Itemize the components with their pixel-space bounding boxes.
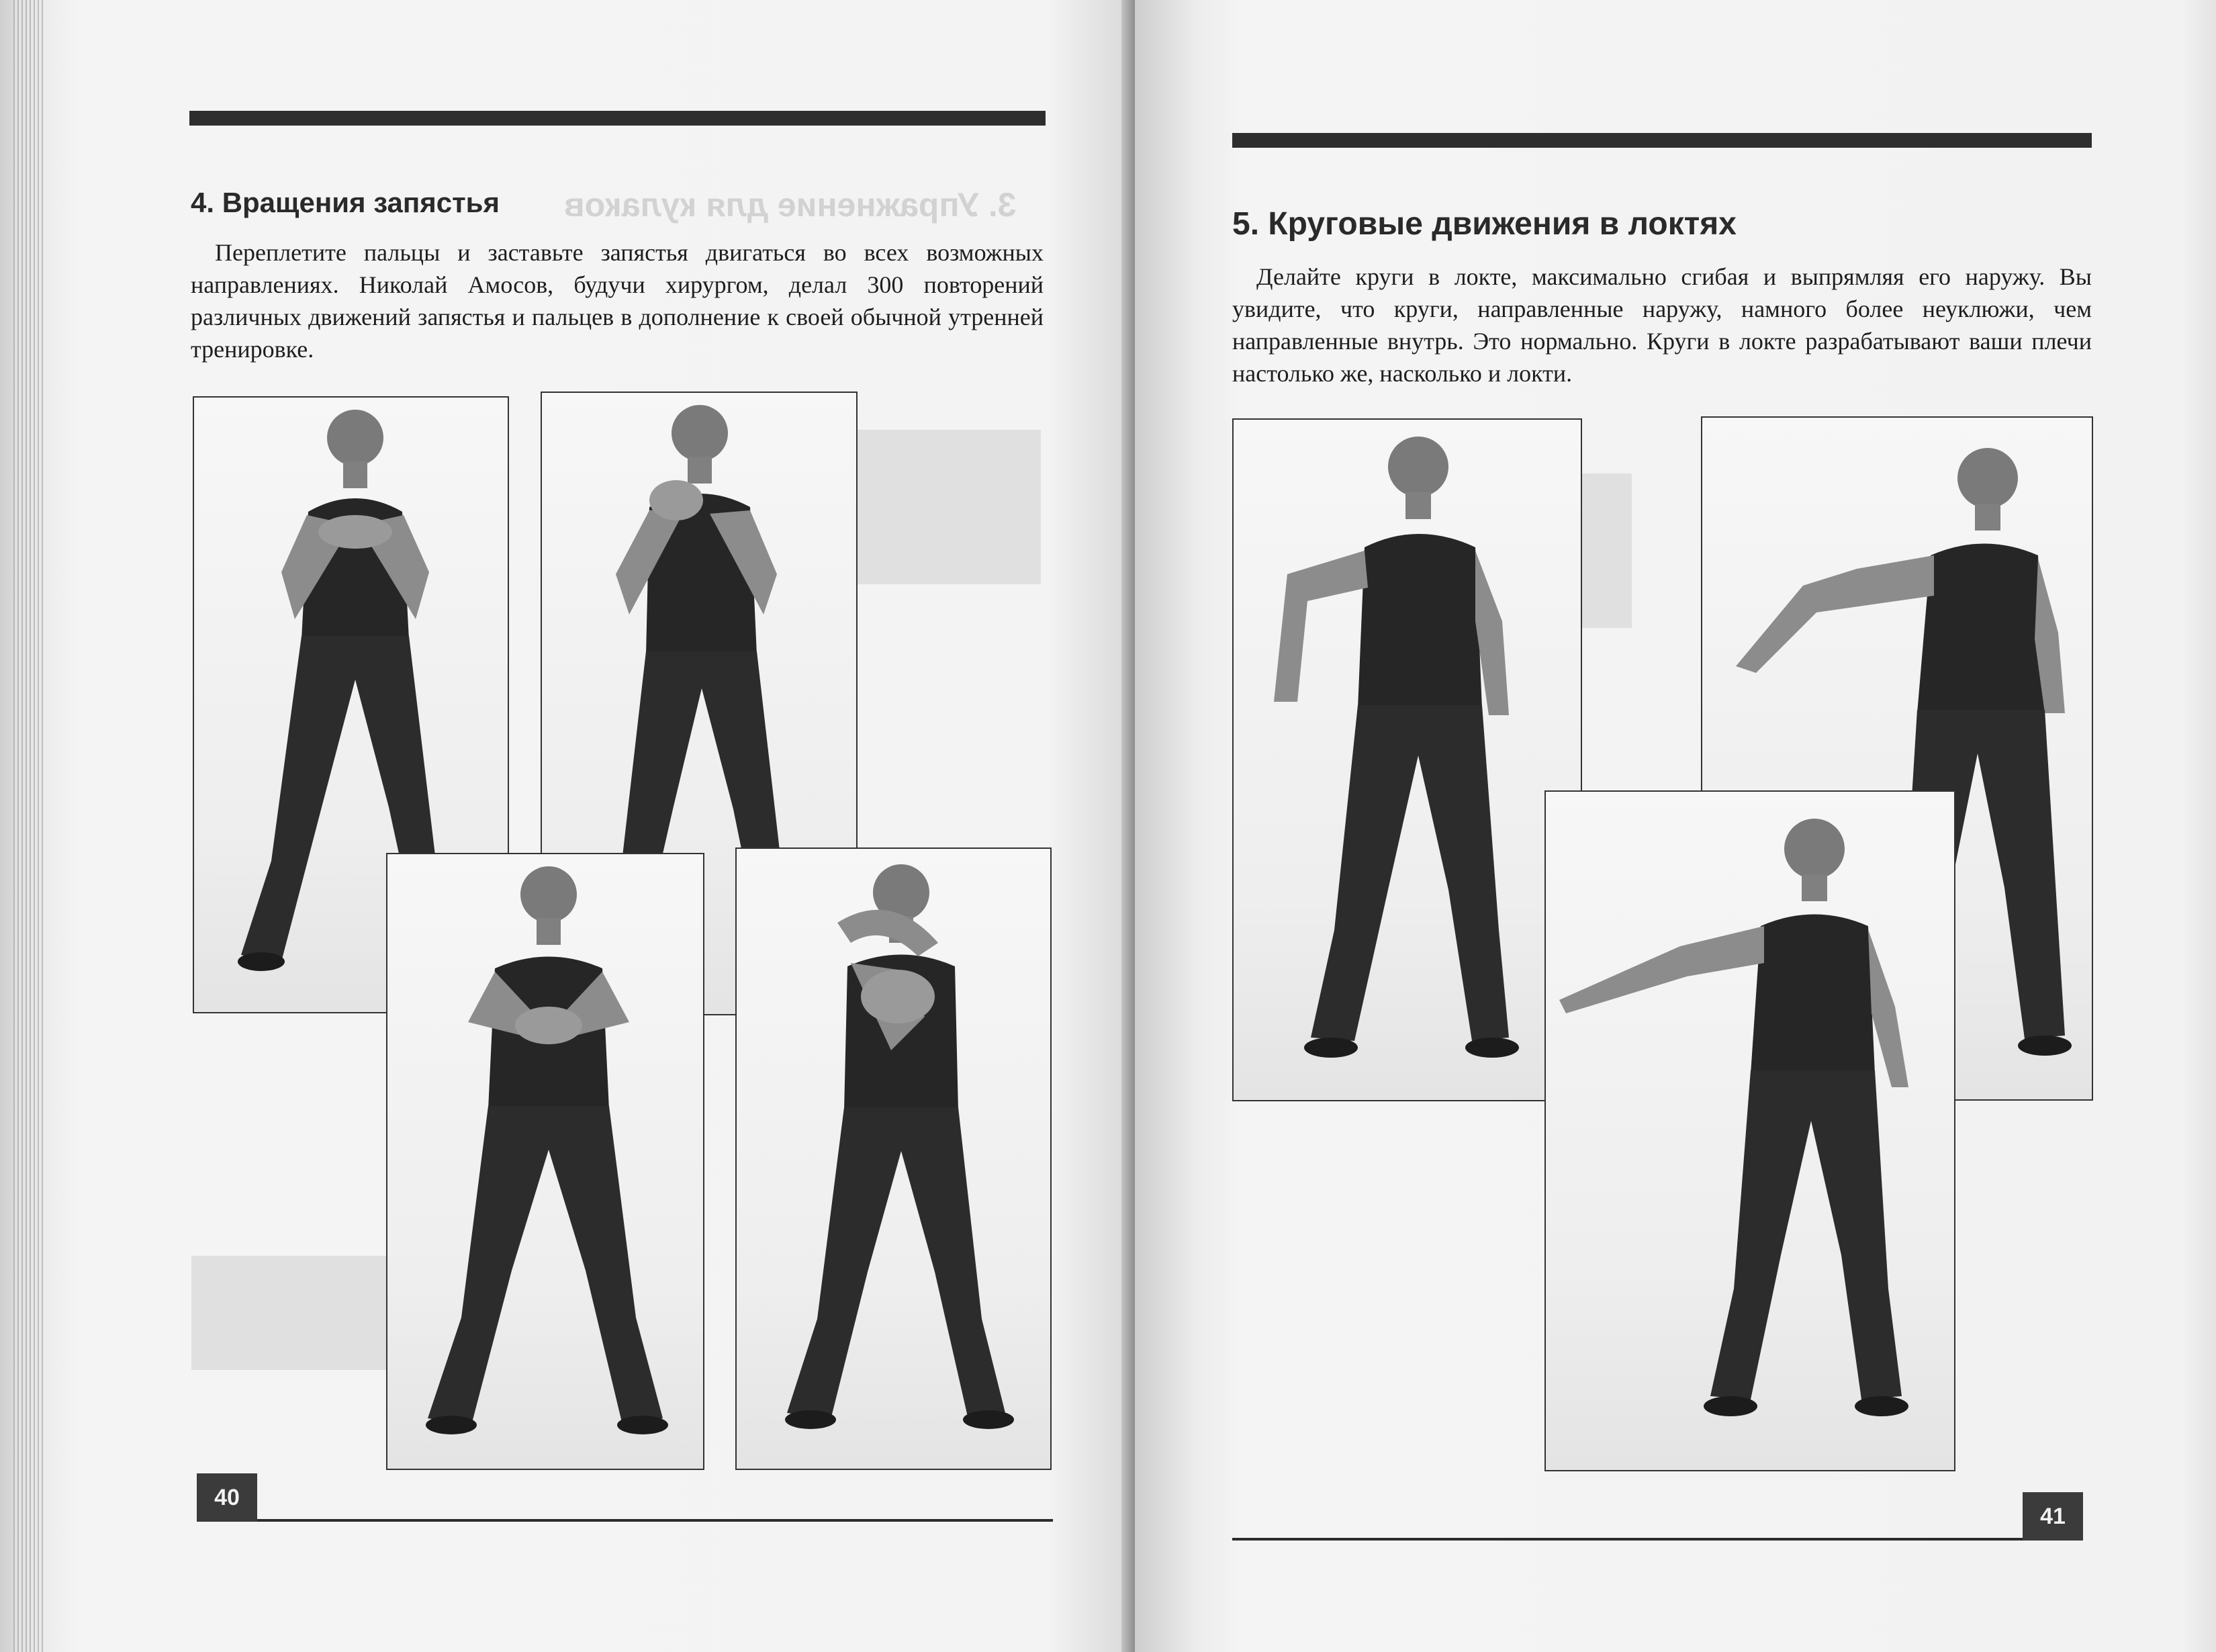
section-paragraph: Переплетите пальцы и заставьте запястья двигаться во всех возможных направлениях. Николай Амосов, будучи хирургом, делал 300 повторений различных движений запястья и пальцев в дополнение к своей обычной утренней тренировке.	[191, 239, 1044, 363]
header-rule	[189, 111, 1046, 126]
page-number: 40	[197, 1473, 257, 1522]
section-heading: 5. Круговые движения в локтях	[1232, 206, 1737, 242]
man-figure-icon	[737, 849, 1050, 1469]
exercise-photo-3	[1544, 790, 1955, 1471]
exercise-photo-4	[735, 847, 1052, 1470]
exercise-photo-3	[386, 853, 704, 1470]
page-edges	[13, 0, 44, 1652]
section-paragraph: Делайте круги в локте, максимально сгибая и выпрямляя его наружу. Вы увидите, что круги, направленные наружу, намного более неуклюжи, чем направленные внутрь. Это нормально. Круги в локте разрабатывают ваши плечи настолько же, насколько и локти.	[1232, 263, 2092, 387]
show-through-heading: 3. Упражнение для кулаков	[564, 186, 1017, 224]
right-page	[1135, 0, 2216, 1652]
man-figure-icon	[387, 854, 703, 1469]
exercise-photo-1	[1232, 418, 1582, 1101]
man-figure-icon	[1546, 792, 1954, 1470]
footer-rule	[257, 1519, 1053, 1522]
section-heading: 4. Вращения запястья	[191, 187, 500, 218]
footer-rule	[1232, 1538, 2035, 1541]
man-figure-icon	[1234, 420, 1581, 1100]
page-number: 41	[2023, 1492, 2083, 1541]
header-rule	[1232, 133, 2092, 148]
